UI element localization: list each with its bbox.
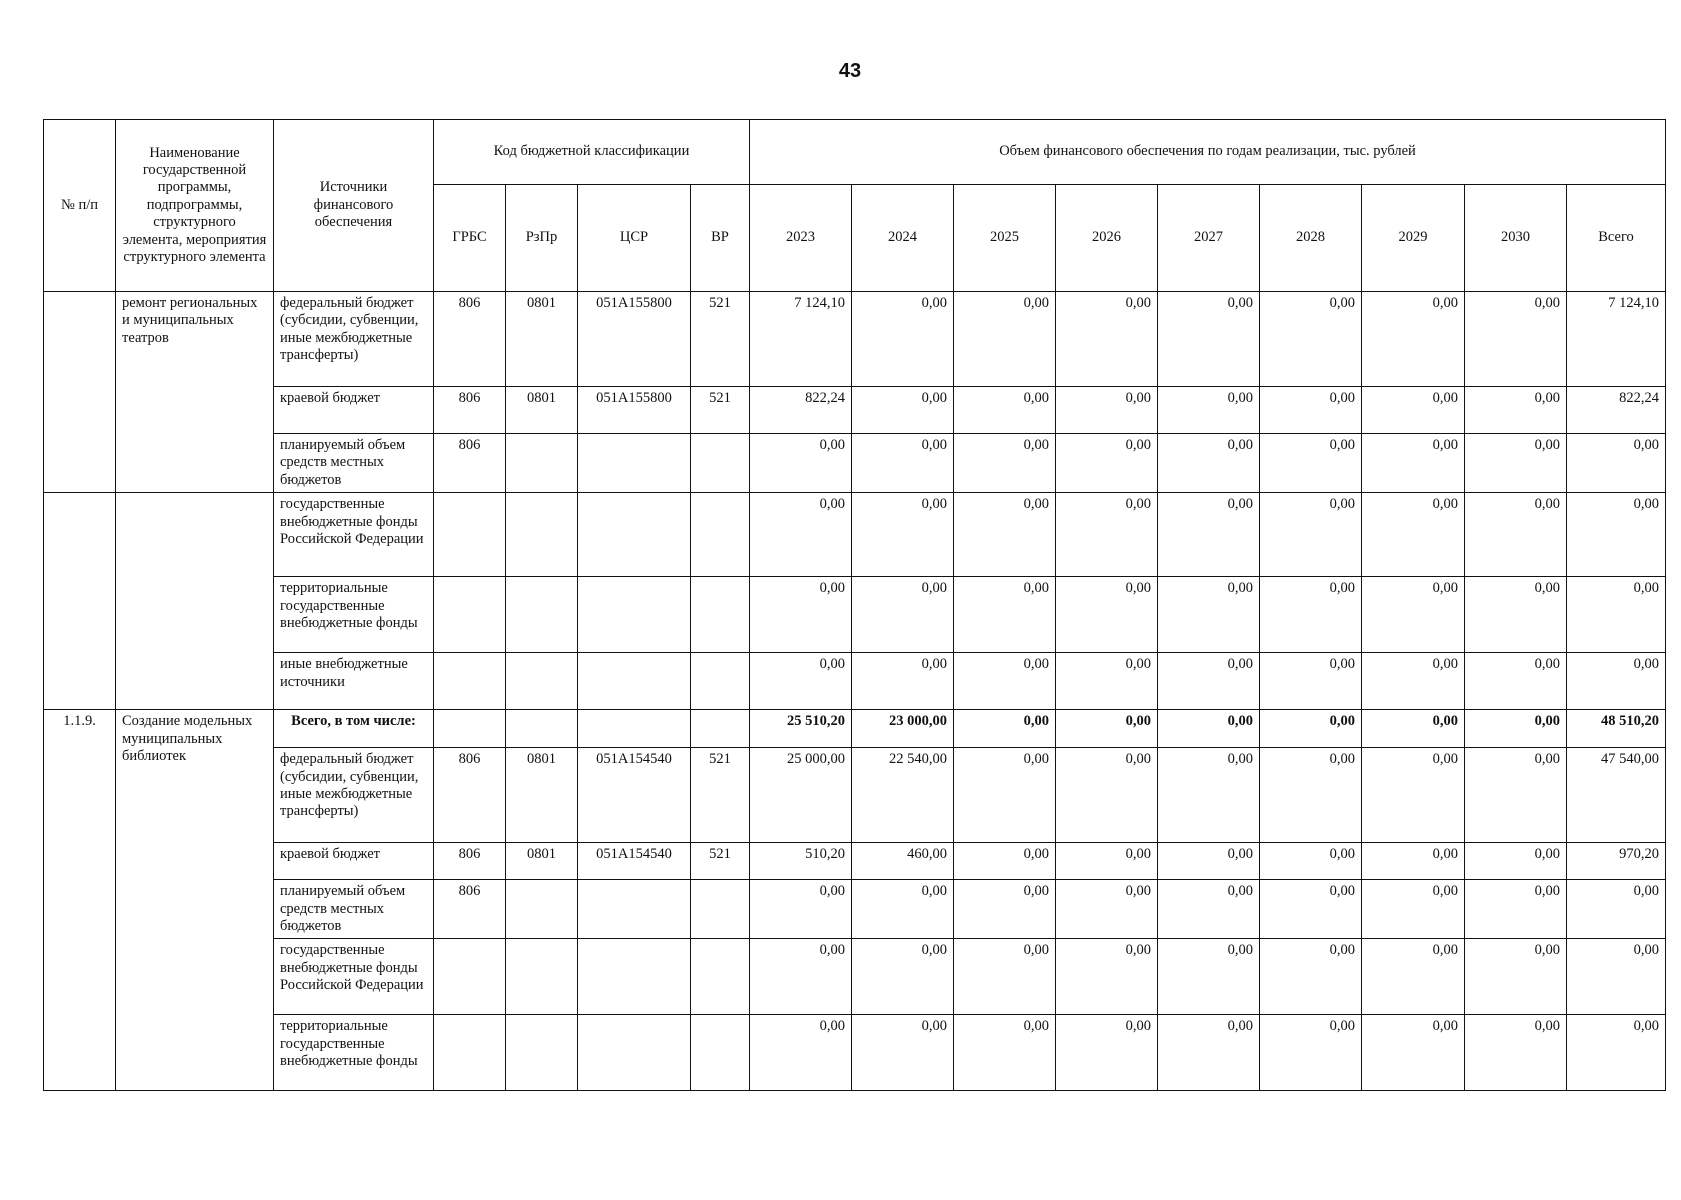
code-csr <box>578 710 691 748</box>
code-grbs: 806 <box>434 292 506 387</box>
header-year: 2026 <box>1056 185 1158 292</box>
table-row <box>44 880 1666 939</box>
header-year: 2025 <box>954 185 1056 292</box>
code-vr <box>691 493 750 577</box>
value-year: 0,00 <box>1362 1015 1465 1091</box>
value-year: 22 540,00 <box>852 748 954 843</box>
value-total: 0,00 <box>1567 1015 1666 1091</box>
value-year: 0,00 <box>852 387 954 434</box>
value-year: 0,00 <box>1056 653 1158 710</box>
header-name: Наименование государственной программы, подпрограммы, структурного элемента, мероприятия структурного элемента <box>116 120 274 292</box>
value-year: 0,00 <box>1465 387 1567 434</box>
value-year: 0,00 <box>1056 710 1158 748</box>
value-year: 0,00 <box>1465 653 1567 710</box>
value-year: 0,00 <box>1260 653 1362 710</box>
value-total: 7 124,10 <box>1567 292 1666 387</box>
value-year: 0,00 <box>1056 387 1158 434</box>
value-total: 822,24 <box>1567 387 1666 434</box>
table-row <box>44 843 1666 880</box>
value-year: 0,00 <box>1260 577 1362 653</box>
code-csr <box>578 493 691 577</box>
value-total: 0,00 <box>1567 880 1666 939</box>
value-year: 0,00 <box>1260 939 1362 1015</box>
code-grbs <box>434 1015 506 1091</box>
value-year: 0,00 <box>1362 387 1465 434</box>
header-year: 2029 <box>1362 185 1465 292</box>
value-year: 0,00 <box>1260 748 1362 843</box>
code-vr <box>691 577 750 653</box>
value-year: 0,00 <box>1260 843 1362 880</box>
page-number: 43 <box>838 60 862 82</box>
value-year: 0,00 <box>1362 843 1465 880</box>
value-year: 0,00 <box>1465 1015 1567 1091</box>
value-year: 0,00 <box>1056 434 1158 493</box>
value-year: 0,00 <box>1465 710 1567 748</box>
funding-source: планируемый объем средств местных бюджетов <box>274 880 434 939</box>
code-csr <box>578 939 691 1015</box>
header-year: 2027 <box>1158 185 1260 292</box>
code-grbs <box>434 710 506 748</box>
code-csr: 051A155800 <box>578 292 691 387</box>
code-csr: 051A154540 <box>578 748 691 843</box>
value-year: 0,00 <box>750 1015 852 1091</box>
value-year: 0,00 <box>1056 577 1158 653</box>
value-year: 0,00 <box>750 653 852 710</box>
value-year: 0,00 <box>954 939 1056 1015</box>
header-grbs: ГРБС <box>434 185 506 292</box>
code-rzpr <box>506 434 578 493</box>
value-year: 0,00 <box>852 434 954 493</box>
value-year: 23 000,00 <box>852 710 954 748</box>
value-year: 0,00 <box>1260 880 1362 939</box>
value-year: 0,00 <box>954 880 1056 939</box>
code-grbs <box>434 577 506 653</box>
code-grbs: 806 <box>434 880 506 939</box>
value-year: 460,00 <box>852 843 954 880</box>
code-rzpr <box>506 710 578 748</box>
value-year: 0,00 <box>1260 493 1362 577</box>
value-year: 0,00 <box>1158 1015 1260 1091</box>
code-rzpr <box>506 1015 578 1091</box>
row-number: 1.1.9. <box>44 710 116 1091</box>
value-year: 0,00 <box>1158 387 1260 434</box>
value-year: 0,00 <box>1260 292 1362 387</box>
value-year: 0,00 <box>1362 577 1465 653</box>
code-csr: 051A154540 <box>578 843 691 880</box>
value-year: 0,00 <box>1362 939 1465 1015</box>
header-year: 2028 <box>1260 185 1362 292</box>
code-vr <box>691 939 750 1015</box>
code-csr <box>578 880 691 939</box>
value-total: 0,00 <box>1567 493 1666 577</box>
funding-source: иные внебюджетные источники <box>274 653 434 710</box>
code-grbs: 806 <box>434 843 506 880</box>
value-year: 0,00 <box>954 843 1056 880</box>
table-row <box>44 748 1666 843</box>
code-rzpr: 0801 <box>506 387 578 434</box>
code-rzpr: 0801 <box>506 843 578 880</box>
value-year: 0,00 <box>1465 748 1567 843</box>
value-total: 970,20 <box>1567 843 1666 880</box>
value-year: 0,00 <box>1362 493 1465 577</box>
code-vr <box>691 434 750 493</box>
funding-source: территориальные государственные внебюджетные фонды <box>274 1015 434 1091</box>
code-csr: 051A155800 <box>578 387 691 434</box>
value-year: 0,00 <box>852 292 954 387</box>
value-year: 0,00 <box>1260 434 1362 493</box>
value-year: 0,00 <box>1465 577 1567 653</box>
value-year: 0,00 <box>1158 493 1260 577</box>
table-row <box>44 387 1666 434</box>
value-year: 0,00 <box>1158 653 1260 710</box>
code-vr <box>691 1015 750 1091</box>
value-year: 0,00 <box>852 577 954 653</box>
code-rzpr <box>506 880 578 939</box>
header-source: Источники финансового обеспечения <box>274 120 434 292</box>
value-year: 0,00 <box>1158 577 1260 653</box>
value-year: 0,00 <box>1056 939 1158 1015</box>
funding-source: краевой бюджет <box>274 843 434 880</box>
value-year: 0,00 <box>1158 292 1260 387</box>
value-year: 0,00 <box>1158 748 1260 843</box>
header-year: 2024 <box>852 185 954 292</box>
value-total: 48 510,20 <box>1567 710 1666 748</box>
value-year: 0,00 <box>852 653 954 710</box>
code-grbs <box>434 653 506 710</box>
value-year: 0,00 <box>1056 880 1158 939</box>
value-year: 510,20 <box>750 843 852 880</box>
code-vr: 521 <box>691 748 750 843</box>
value-year: 0,00 <box>1056 748 1158 843</box>
table-row <box>44 710 1666 748</box>
value-year: 0,00 <box>954 434 1056 493</box>
value-year: 0,00 <box>1362 653 1465 710</box>
header-year: 2023 <box>750 185 852 292</box>
value-year: 0,00 <box>852 880 954 939</box>
item-name: ремонт региональных и муниципальных театров <box>116 292 274 493</box>
value-year: 7 124,10 <box>750 292 852 387</box>
budget-table <box>43 119 1666 1091</box>
value-year: 0,00 <box>750 577 852 653</box>
code-vr <box>691 653 750 710</box>
code-vr: 521 <box>691 292 750 387</box>
value-year: 0,00 <box>1465 939 1567 1015</box>
value-year: 0,00 <box>1362 292 1465 387</box>
item-name: Создание модельных муниципальных библиотек <box>116 710 274 1091</box>
table-row <box>44 493 1666 577</box>
funding-source: федеральный бюджет (субсидии, субвенции, иные межбюджетные трансферты) <box>274 748 434 843</box>
header-num: № п/п <box>44 120 116 292</box>
code-rzpr: 0801 <box>506 292 578 387</box>
value-year: 25 000,00 <box>750 748 852 843</box>
header-rzpr: РзПр <box>506 185 578 292</box>
value-year: 0,00 <box>954 493 1056 577</box>
value-year: 0,00 <box>1158 710 1260 748</box>
code-grbs: 806 <box>434 748 506 843</box>
value-year: 0,00 <box>954 387 1056 434</box>
value-year: 0,00 <box>954 292 1056 387</box>
table-row <box>44 292 1666 387</box>
value-year: 0,00 <box>1362 748 1465 843</box>
value-year: 0,00 <box>954 1015 1056 1091</box>
code-grbs <box>434 939 506 1015</box>
header-volume: Объем финансового обеспечения по годам реализации, тыс. рублей <box>750 120 1666 185</box>
value-year: 0,00 <box>750 880 852 939</box>
value-total: 47 540,00 <box>1567 748 1666 843</box>
value-year: 25 510,20 <box>750 710 852 748</box>
code-rzpr <box>506 577 578 653</box>
value-year: 0,00 <box>1158 843 1260 880</box>
funding-source: федеральный бюджет (субсидии, субвенции, иные межбюджетные трансферты) <box>274 292 434 387</box>
funding-source: планируемый объем средств местных бюджетов <box>274 434 434 493</box>
value-year: 0,00 <box>1056 493 1158 577</box>
table-row <box>44 653 1666 710</box>
funding-source: территориальные государственные внебюджетные фонды <box>274 577 434 653</box>
table-row <box>44 434 1666 493</box>
funding-source: Всего, в том числе: <box>274 710 434 748</box>
header-csr: ЦСР <box>578 185 691 292</box>
value-year: 822,24 <box>750 387 852 434</box>
header-vr: ВР <box>691 185 750 292</box>
value-year: 0,00 <box>750 939 852 1015</box>
value-year: 0,00 <box>1260 1015 1362 1091</box>
code-rzpr <box>506 493 578 577</box>
value-total: 0,00 <box>1567 434 1666 493</box>
value-year: 0,00 <box>1465 292 1567 387</box>
code-vr <box>691 880 750 939</box>
table-row <box>44 939 1666 1015</box>
code-csr <box>578 1015 691 1091</box>
code-vr: 521 <box>691 387 750 434</box>
value-year: 0,00 <box>1465 843 1567 880</box>
row-number <box>44 493 116 710</box>
code-csr <box>578 434 691 493</box>
item-name <box>116 493 274 710</box>
value-year: 0,00 <box>1260 710 1362 748</box>
header-year: 2030 <box>1465 185 1567 292</box>
value-year: 0,00 <box>750 434 852 493</box>
value-year: 0,00 <box>852 493 954 577</box>
funding-source: государственные внебюджетные фонды Российской Федерации <box>274 493 434 577</box>
value-year: 0,00 <box>1260 387 1362 434</box>
value-year: 0,00 <box>954 748 1056 843</box>
table-row <box>44 577 1666 653</box>
value-total: 0,00 <box>1567 577 1666 653</box>
value-year: 0,00 <box>852 939 954 1015</box>
code-grbs: 806 <box>434 387 506 434</box>
value-year: 0,00 <box>1362 434 1465 493</box>
value-year: 0,00 <box>1362 710 1465 748</box>
value-year: 0,00 <box>954 710 1056 748</box>
value-year: 0,00 <box>1056 292 1158 387</box>
value-year: 0,00 <box>1465 880 1567 939</box>
value-year: 0,00 <box>1158 880 1260 939</box>
value-total: 0,00 <box>1567 653 1666 710</box>
value-year: 0,00 <box>1158 434 1260 493</box>
code-csr <box>578 653 691 710</box>
code-vr <box>691 710 750 748</box>
value-year: 0,00 <box>750 493 852 577</box>
code-grbs: 806 <box>434 434 506 493</box>
value-year: 0,00 <box>1158 939 1260 1015</box>
header-kbk: Код бюджетной классификации <box>434 120 750 185</box>
value-year: 0,00 <box>1362 880 1465 939</box>
code-rzpr <box>506 939 578 1015</box>
value-year: 0,00 <box>1465 493 1567 577</box>
table-row <box>44 1015 1666 1091</box>
value-year: 0,00 <box>1056 1015 1158 1091</box>
row-number <box>44 292 116 493</box>
code-rzpr <box>506 653 578 710</box>
funding-source: государственные внебюджетные фонды Российской Федерации <box>274 939 434 1015</box>
value-year: 0,00 <box>1056 843 1158 880</box>
code-grbs <box>434 493 506 577</box>
value-year: 0,00 <box>1465 434 1567 493</box>
header-total: Всего <box>1567 185 1666 292</box>
code-csr <box>578 577 691 653</box>
funding-source: краевой бюджет <box>274 387 434 434</box>
value-year: 0,00 <box>852 1015 954 1091</box>
value-year: 0,00 <box>954 577 1056 653</box>
value-year: 0,00 <box>954 653 1056 710</box>
value-total: 0,00 <box>1567 939 1666 1015</box>
code-rzpr: 0801 <box>506 748 578 843</box>
code-vr: 521 <box>691 843 750 880</box>
